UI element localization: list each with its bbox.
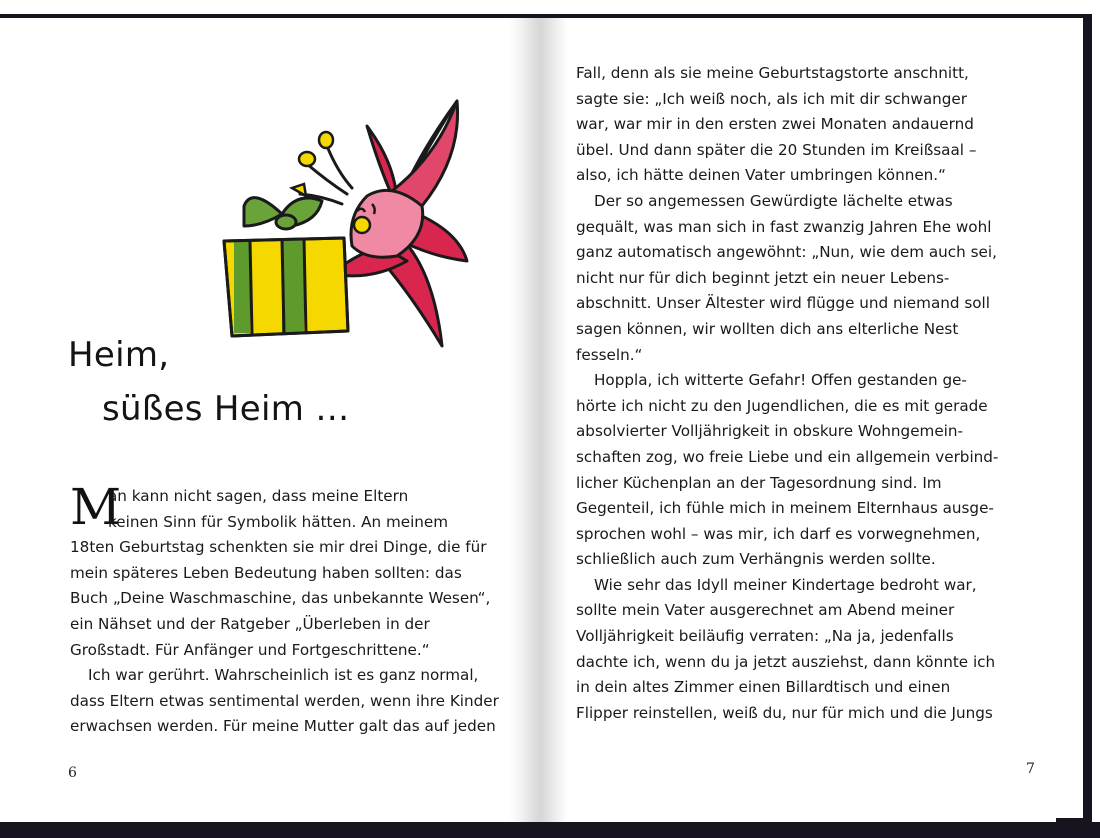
text-line: schließlich auch zum Verhängnis werden sollte. bbox=[576, 550, 936, 569]
book-spread bbox=[0, 18, 1083, 822]
page-number-right: 7 bbox=[1026, 761, 1035, 777]
text-line: licher Küchenplan an der Tagesordnung sind. Im bbox=[576, 473, 942, 492]
text-line: übel. Und dann später die 20 Stunden im Kreißsaal – bbox=[576, 140, 977, 159]
text-line: mein späteres Leben Bedeutung haben sollten: das bbox=[70, 563, 462, 582]
text-line: Flipper reinstellen, weiß du, nur für mich und die Jungs bbox=[576, 703, 993, 722]
text-line: sagen können, wir wollten dich ans elterliche Nest bbox=[576, 319, 959, 338]
text-line: in dein altes Zimmer einen Billardtisch und einen bbox=[576, 678, 951, 697]
text-line: ganz automatisch angewöhnt: „Nun, wie dem auch sei, bbox=[576, 243, 997, 262]
text-line: sagte sie: „Ich weiß noch, als ich mit dir schwanger bbox=[576, 89, 967, 108]
text-line: Der so angemessen Gewürdigte lächelte etwas bbox=[594, 191, 953, 210]
text-line: hörte ich nicht zu den Jugendlichen, die es mit gerade bbox=[576, 396, 988, 415]
text-line: Hoppla, ich witterte Gefahr! Offen gestanden ge- bbox=[594, 371, 967, 390]
text-line: nicht nur für dich beginnt jetzt ein neuer Lebens- bbox=[576, 268, 950, 287]
chapter-title bbox=[68, 328, 350, 436]
chapter-title-line-2: süßes Heim … bbox=[102, 389, 350, 429]
drop-cap: M bbox=[70, 478, 122, 536]
text-line: sprochen wohl – was mir, ich darf es vorwegnehmen, bbox=[576, 524, 981, 543]
book-spine-shadow bbox=[508, 18, 568, 822]
text-line: 18ten Geburtstag schenkten sie mir drei Dinge, die für bbox=[70, 538, 487, 557]
right-page-body-text bbox=[560, 61, 1056, 726]
text-line: ein Nähset und der Ratgeber „Überleben in der bbox=[70, 614, 430, 633]
text-line: Gegenteil, ich fühle mich in meinem Elternhaus ausge- bbox=[576, 499, 994, 518]
text-line: Wie sehr das Idyll meiner Kindertage bedroht war, bbox=[594, 575, 977, 594]
text-line: schaften zog, wo freie Liebe und ein allgemein verbind- bbox=[576, 447, 999, 466]
text-line: abschnitt. Unser Ältester wird flügge und niemand soll bbox=[576, 294, 990, 313]
text-line: fesseln.“ bbox=[576, 345, 643, 364]
text-line: erwachsen werden. Für meine Mutter galt das auf jeden bbox=[70, 717, 496, 736]
chapter-title-line-1: Heim, bbox=[68, 335, 170, 375]
text-line: gequält, was man sich in fast zwanzig Jahren Ehe wohl bbox=[576, 217, 992, 236]
text-line: sollte mein Vater ausgerechnet am Abend meiner bbox=[576, 601, 955, 620]
text-line: Buch „Deine Waschmaschine, das unbekannte Wesen“, bbox=[70, 589, 491, 608]
text-line: M an kann nicht sagen, dass meine Eltern bbox=[70, 478, 409, 536]
text-line: Volljährigkeit beiläufig verraten: „Na ja, jedenfalls bbox=[576, 627, 954, 646]
scan-frame-right bbox=[1083, 14, 1092, 838]
text-line: Großstadt. Für Anfänger und Fortgeschrittene.“ bbox=[70, 640, 430, 659]
text-line: absolvierter Volljährigkeit in obskure Wohngemein- bbox=[576, 422, 964, 441]
left-page bbox=[0, 18, 515, 822]
right-page bbox=[560, 18, 1083, 822]
text-line: keinen Sinn für Symbolik hätten. An meinem bbox=[108, 512, 449, 531]
scan-frame-bottom bbox=[0, 822, 1100, 838]
text-line: Fall, denn als sie meine Geburtstagstorte anschnitt, bbox=[576, 64, 969, 82]
page-number-left: 6 bbox=[68, 765, 77, 781]
text-line: dass Eltern etwas sentimental werden, wenn ihre Kinder bbox=[70, 691, 499, 710]
text-line: Ich war gerührt. Wahrscheinlich ist es ganz normal, bbox=[88, 666, 479, 685]
text-line: war, war mir in den ersten zwei Monaten andauernd bbox=[576, 115, 974, 134]
left-page-body-text bbox=[70, 478, 500, 740]
text-line: dachte ich, wenn du ja jetzt ausziehst, dann könnte ich bbox=[576, 652, 996, 671]
text-line: also, ich hätte deinen Vater umbringen können.“ bbox=[576, 166, 946, 185]
flower-holding-gift-illustration bbox=[222, 96, 472, 366]
